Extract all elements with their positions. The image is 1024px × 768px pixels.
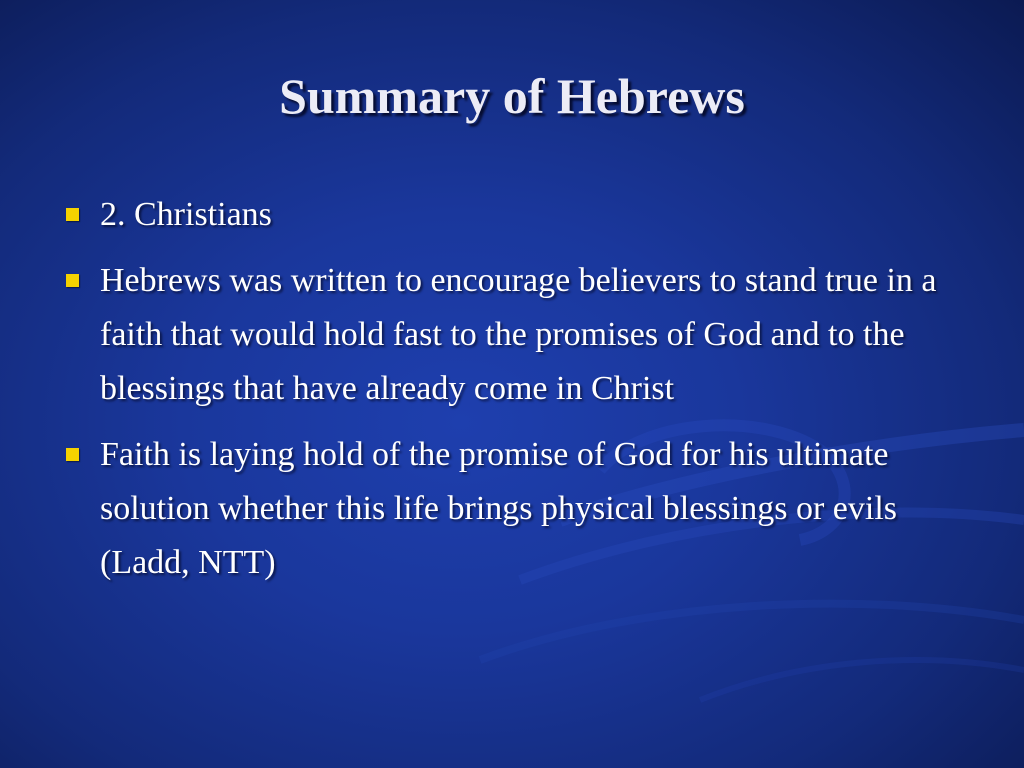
bullet-item bbox=[62, 254, 962, 416]
bullet-list bbox=[62, 188, 962, 602]
yellow-square-bullet-icon bbox=[66, 448, 79, 461]
yellow-square-bullet-icon bbox=[66, 208, 79, 221]
bullet-text: Hebrews was written to encourage believers to stand true in a faith that would hold fast to the promises of God and to the blessings that have already come in Christ bbox=[100, 262, 937, 407]
bullet-item bbox=[62, 188, 962, 242]
bullet-text: 2. Christians bbox=[100, 196, 272, 233]
bullet-item bbox=[62, 428, 962, 590]
slide-title: Summary of Hebrews bbox=[279, 68, 745, 124]
yellow-square-bullet-icon bbox=[66, 274, 79, 287]
bullet-text: Faith is laying hold of the promise of God for his ultimate solution whether this life brings physical blessings or evils (Ladd, NTT) bbox=[100, 436, 898, 581]
